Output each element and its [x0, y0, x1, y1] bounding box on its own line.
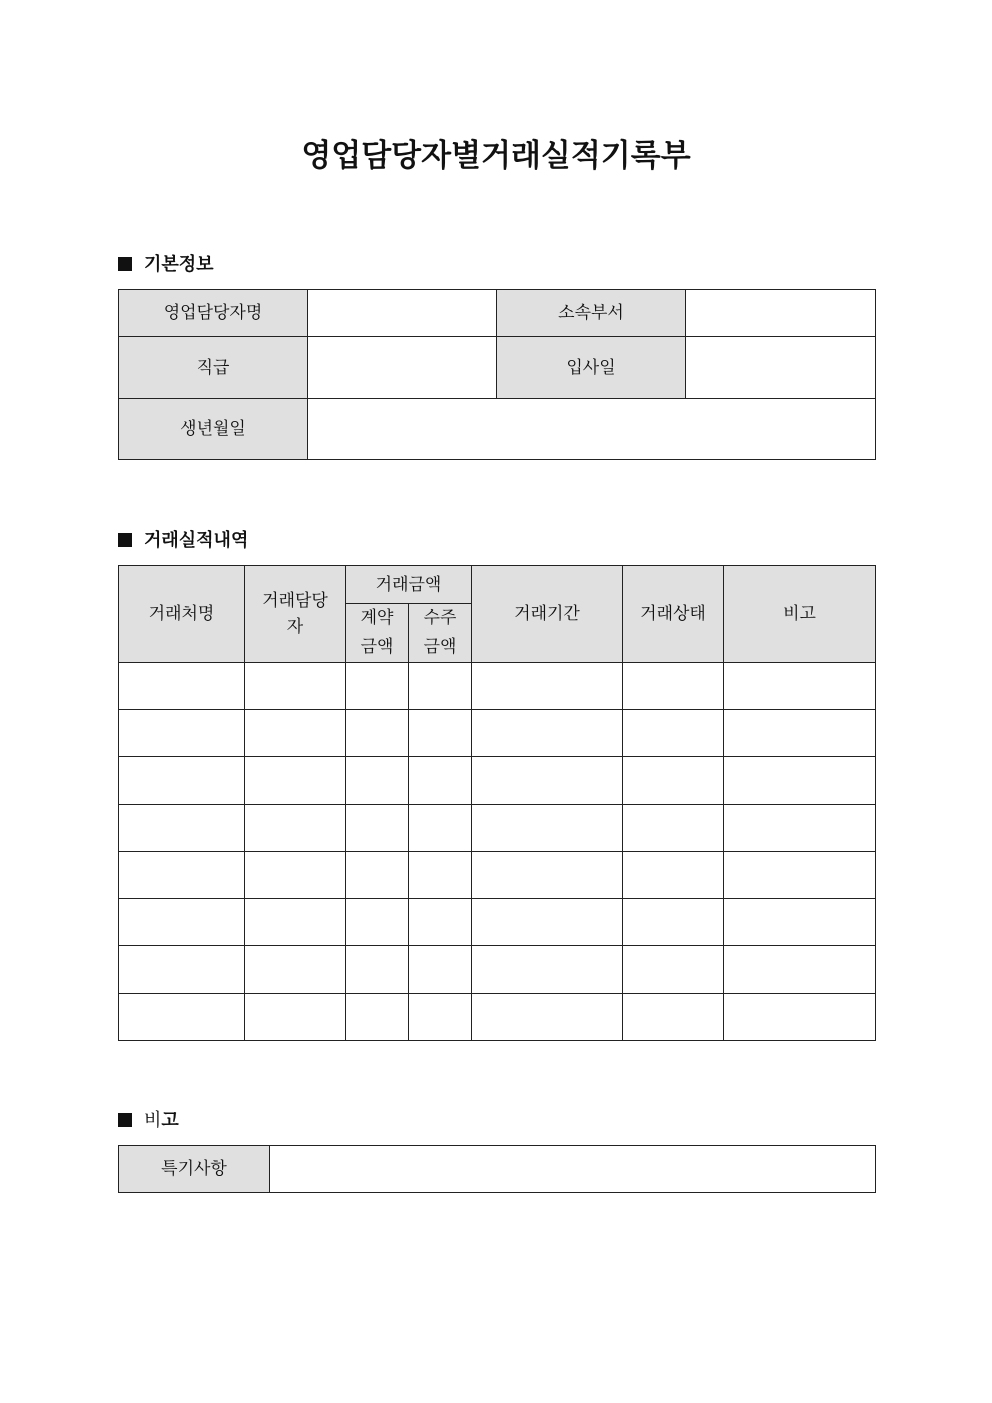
table-cell[interactable]	[346, 757, 409, 805]
table-cell[interactable]	[724, 710, 876, 757]
square-bullet-icon	[118, 1113, 132, 1127]
table-cell[interactable]	[724, 852, 876, 899]
rank-label: 직급	[119, 337, 308, 399]
table-cell[interactable]	[245, 663, 346, 710]
table-cell[interactable]	[346, 899, 409, 946]
col-header-client: 거래처명	[119, 566, 245, 663]
table-cell[interactable]	[245, 946, 346, 994]
table-cell[interactable]	[346, 994, 409, 1041]
col-header-note: 비고	[724, 566, 876, 663]
table-cell[interactable]	[724, 805, 876, 852]
name-label: 영업담당자명	[119, 290, 308, 337]
table-cell[interactable]	[472, 946, 623, 994]
table-cell[interactable]	[472, 663, 623, 710]
table-cell[interactable]	[409, 663, 472, 710]
birth-date-label: 생년월일	[119, 399, 308, 460]
table-cell[interactable]	[119, 946, 245, 994]
table-cell[interactable]	[245, 710, 346, 757]
dept-field[interactable]	[686, 290, 876, 337]
section-heading-deals-label: 거래실적내역	[144, 530, 249, 551]
section-heading-basic	[118, 253, 214, 277]
page-title: 영업담당자별거래실적기록부	[301, 138, 691, 174]
deal-records-table	[118, 565, 876, 1041]
section-heading-basic-label: 기본정보	[144, 254, 214, 275]
table-cell[interactable]	[623, 757, 724, 805]
table-cell[interactable]	[245, 899, 346, 946]
table-cell[interactable]	[472, 994, 623, 1041]
section-heading-remarks-part-b: 고	[161, 1110, 179, 1131]
special-notes-label: 특기사항	[119, 1146, 270, 1193]
table-cell[interactable]	[245, 994, 346, 1041]
table-cell[interactable]	[119, 663, 245, 710]
table-cell[interactable]	[409, 946, 472, 994]
table-cell[interactable]	[409, 994, 472, 1041]
hire-date-field[interactable]	[686, 337, 876, 399]
table-cell[interactable]	[346, 710, 409, 757]
table-cell[interactable]	[409, 710, 472, 757]
table-cell[interactable]	[724, 757, 876, 805]
table-cell[interactable]	[119, 757, 245, 805]
hire-date-label: 입사일	[497, 337, 686, 399]
table-cell[interactable]	[472, 757, 623, 805]
section-heading-deals	[118, 529, 248, 553]
basic-info-table	[118, 289, 876, 460]
name-field[interactable]	[308, 290, 497, 337]
table-cell[interactable]	[623, 899, 724, 946]
square-bullet-icon	[118, 533, 132, 547]
table-cell[interactable]	[623, 805, 724, 852]
table-cell[interactable]	[472, 805, 623, 852]
remarks-table	[118, 1145, 876, 1193]
table-cell[interactable]	[623, 710, 724, 757]
col-header-amount: 거래금액	[346, 566, 472, 604]
table-cell[interactable]	[623, 852, 724, 899]
table-cell[interactable]	[245, 757, 346, 805]
section-heading-remarks	[118, 1109, 179, 1133]
special-notes-field[interactable]	[270, 1146, 876, 1193]
dept-label: 소속부서	[497, 290, 686, 337]
table-cell[interactable]	[245, 805, 346, 852]
table-cell[interactable]	[472, 899, 623, 946]
table-cell[interactable]	[409, 805, 472, 852]
col-header-period: 거래기간	[472, 566, 623, 663]
table-cell[interactable]	[472, 710, 623, 757]
table-cell[interactable]	[724, 663, 876, 710]
table-cell[interactable]	[119, 805, 245, 852]
col-header-manager: 거래담당자	[245, 566, 346, 663]
table-cell[interactable]	[346, 946, 409, 994]
table-cell[interactable]	[119, 710, 245, 757]
col-header-order-amount: 수주금액	[409, 604, 472, 663]
table-cell[interactable]	[623, 994, 724, 1041]
table-cell[interactable]	[119, 994, 245, 1041]
table-cell[interactable]	[724, 994, 876, 1041]
table-cell[interactable]	[346, 663, 409, 710]
table-cell[interactable]	[623, 663, 724, 710]
col-header-contract-amount: 계약금액	[346, 604, 409, 663]
table-cell[interactable]	[409, 899, 472, 946]
table-cell[interactable]	[724, 899, 876, 946]
table-cell[interactable]	[409, 757, 472, 805]
table-cell[interactable]	[409, 852, 472, 899]
section-heading-remarks-part-a: 비	[144, 1110, 162, 1131]
table-cell[interactable]	[623, 946, 724, 994]
table-cell[interactable]	[119, 852, 245, 899]
square-bullet-icon	[118, 257, 132, 271]
table-cell[interactable]	[346, 852, 409, 899]
table-cell[interactable]	[472, 852, 623, 899]
rank-field[interactable]	[308, 337, 497, 399]
table-cell[interactable]	[119, 899, 245, 946]
table-cell[interactable]	[346, 805, 409, 852]
birth-date-field[interactable]	[308, 399, 876, 460]
table-cell[interactable]	[245, 852, 346, 899]
table-cell[interactable]	[724, 946, 876, 994]
col-header-status: 거래상태	[623, 566, 724, 663]
